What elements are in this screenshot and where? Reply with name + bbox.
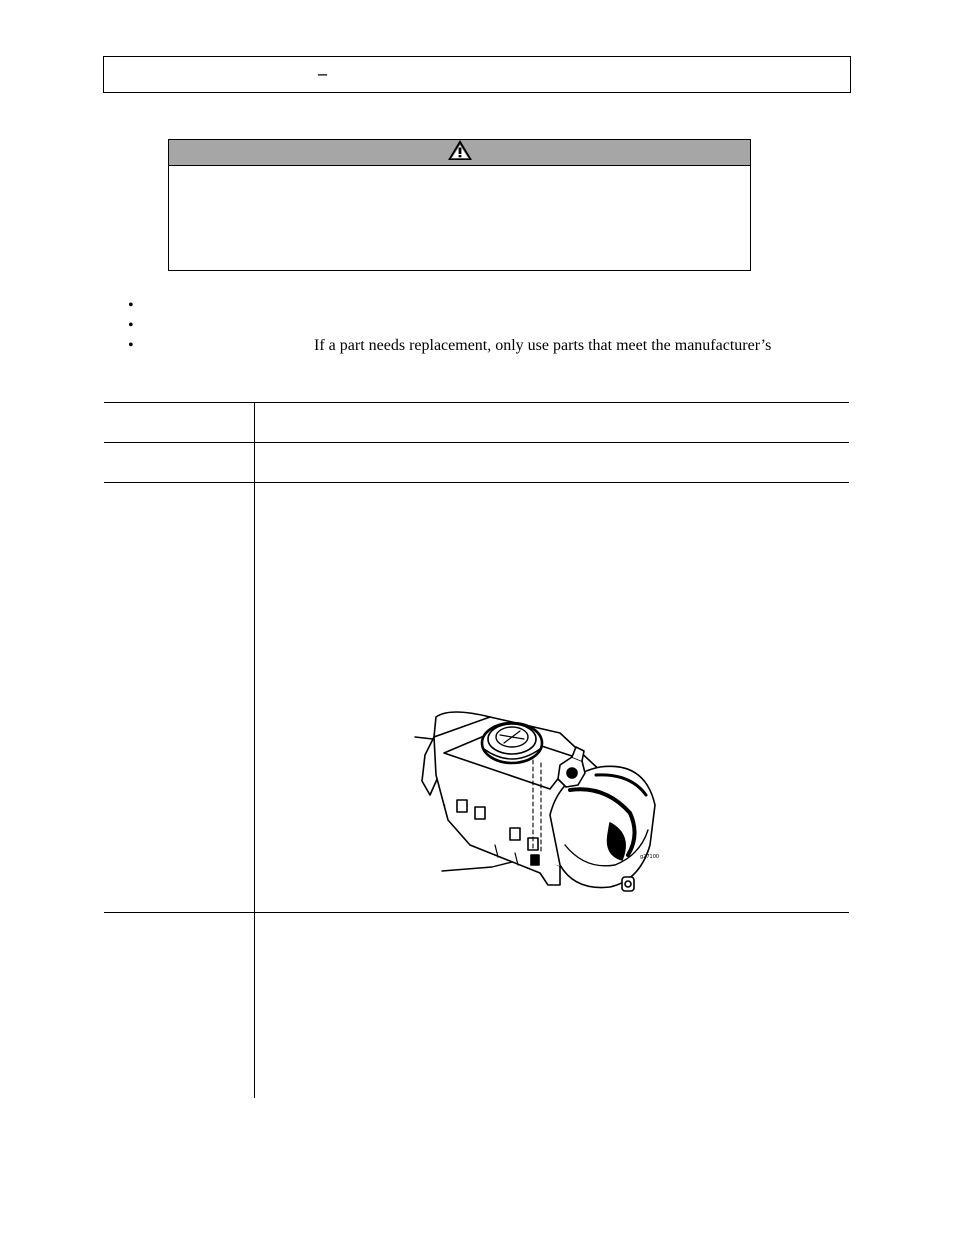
table-column-divider xyxy=(254,402,255,1098)
table-rule xyxy=(104,482,849,483)
list-item xyxy=(128,336,828,356)
warning-box xyxy=(168,139,751,271)
figure-code: g27100 xyxy=(640,854,660,860)
bullet-list xyxy=(128,296,828,356)
bullet-marker: • xyxy=(128,317,134,334)
table-rule xyxy=(104,912,849,913)
page-header-box xyxy=(103,56,851,93)
list-item xyxy=(128,296,828,316)
bullet-marker: • xyxy=(128,297,134,314)
header-dash: – xyxy=(318,63,327,83)
bullet-marker: • xyxy=(128,337,134,354)
table-rule xyxy=(104,442,849,443)
table-rule-top xyxy=(104,402,849,403)
bullet-text: If a part needs replacement, only use parts that meet the manufacturer’s xyxy=(314,337,772,354)
warning-triangle-icon xyxy=(447,139,473,166)
list-item xyxy=(128,316,828,336)
warning-header xyxy=(169,140,750,166)
tank-illustration xyxy=(400,695,680,910)
